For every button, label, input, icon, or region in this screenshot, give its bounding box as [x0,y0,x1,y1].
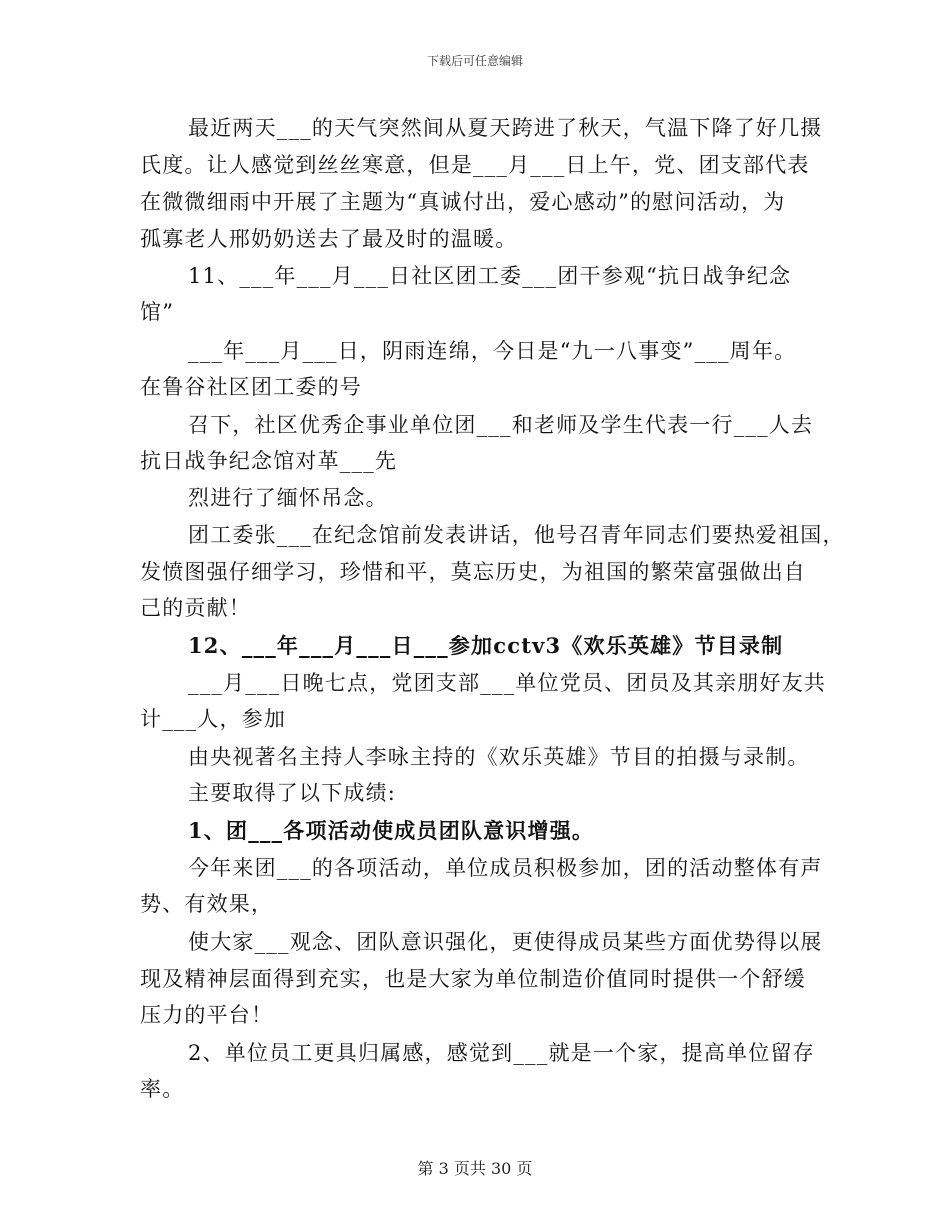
section-heading: 11、___年___月___日社区团工委___团干参观“抗日战争纪念 [188,264,792,288]
text-line: 氏度。让人感觉到丝丝寒意，但是___月___日上午，党、团支部代表 [140,153,810,177]
text-line: ___月___日晚七点，党团支部___单位党员、团员及其亲朋好友共 [188,671,827,695]
text-line: 计___人，参加 [140,707,287,731]
page-footer: 第 3 页共 30 页 [417,1159,533,1178]
section-heading: 1、团___各项活动使成员团队意识增强。 [188,818,595,843]
text-line: 最近两天___的天气突然间从夏天跨进了秋天，气温下降了好几摄 [188,116,823,140]
text-line: 发愤图强仔细学习，珍惜和平，莫忘历史，为祖国的繁荣富强做出自 [140,560,806,584]
text-line: 在鲁谷社区团工委的号 [140,375,362,399]
page-header: 下载后可任意编辑 [426,54,523,68]
text-line: 召下，社区优秀企事业单位团___和老师及学生代表一行___人去 [188,413,814,437]
text-line: 由央视著名主持人李咏主持的《欢乐英雄》节目的拍摄与录制。 [188,745,810,769]
text-line: 势、有效果， [140,892,274,916]
section-heading: 12、___年___月___日___参加cctv3《欢乐英雄》节目录制 [188,633,784,658]
text-line: 使大家___观念、团队意识强化，更使得成员某些方面优势得以展 [188,930,823,954]
text-line: ___年___月___日，阴雨连绵，今日是“九一八事变”___周年。 [188,339,797,363]
text-line: 团工委张___在纪念馆前发表讲话，他号召青年同志们要热爱祖国， [188,523,845,547]
text-line: 现及精神层面得到充实，也是大家为单位制造价值同时提供一个舒缓 [140,967,806,991]
text-line: 压力的平台！ [140,1003,274,1027]
section-heading: 馆” [140,300,175,324]
text-line: 烈进行了缅怀吊念。 [188,486,388,510]
text-line: 率。 [140,1077,185,1101]
text-line: 主要取得了以下成绩: [188,781,397,805]
text-line: 在微微细雨中开展了主题为“真诚付出，爱心感动”的慰问活动，为 [140,190,786,214]
text-line: 己的贡献！ [140,596,251,620]
text-line: 抗日战争纪念馆对革___先 [140,449,398,473]
text-line: 2、单位员工更具归属感，感觉到___就是一个家，提高单位留存 [188,1041,815,1065]
text-line: 孤寡老人邢奶奶送去了最及时的温暖。 [140,227,518,251]
text-line: 今年来团___的各项活动，单位成员积极参加，团的活动整体有声 [188,856,823,880]
